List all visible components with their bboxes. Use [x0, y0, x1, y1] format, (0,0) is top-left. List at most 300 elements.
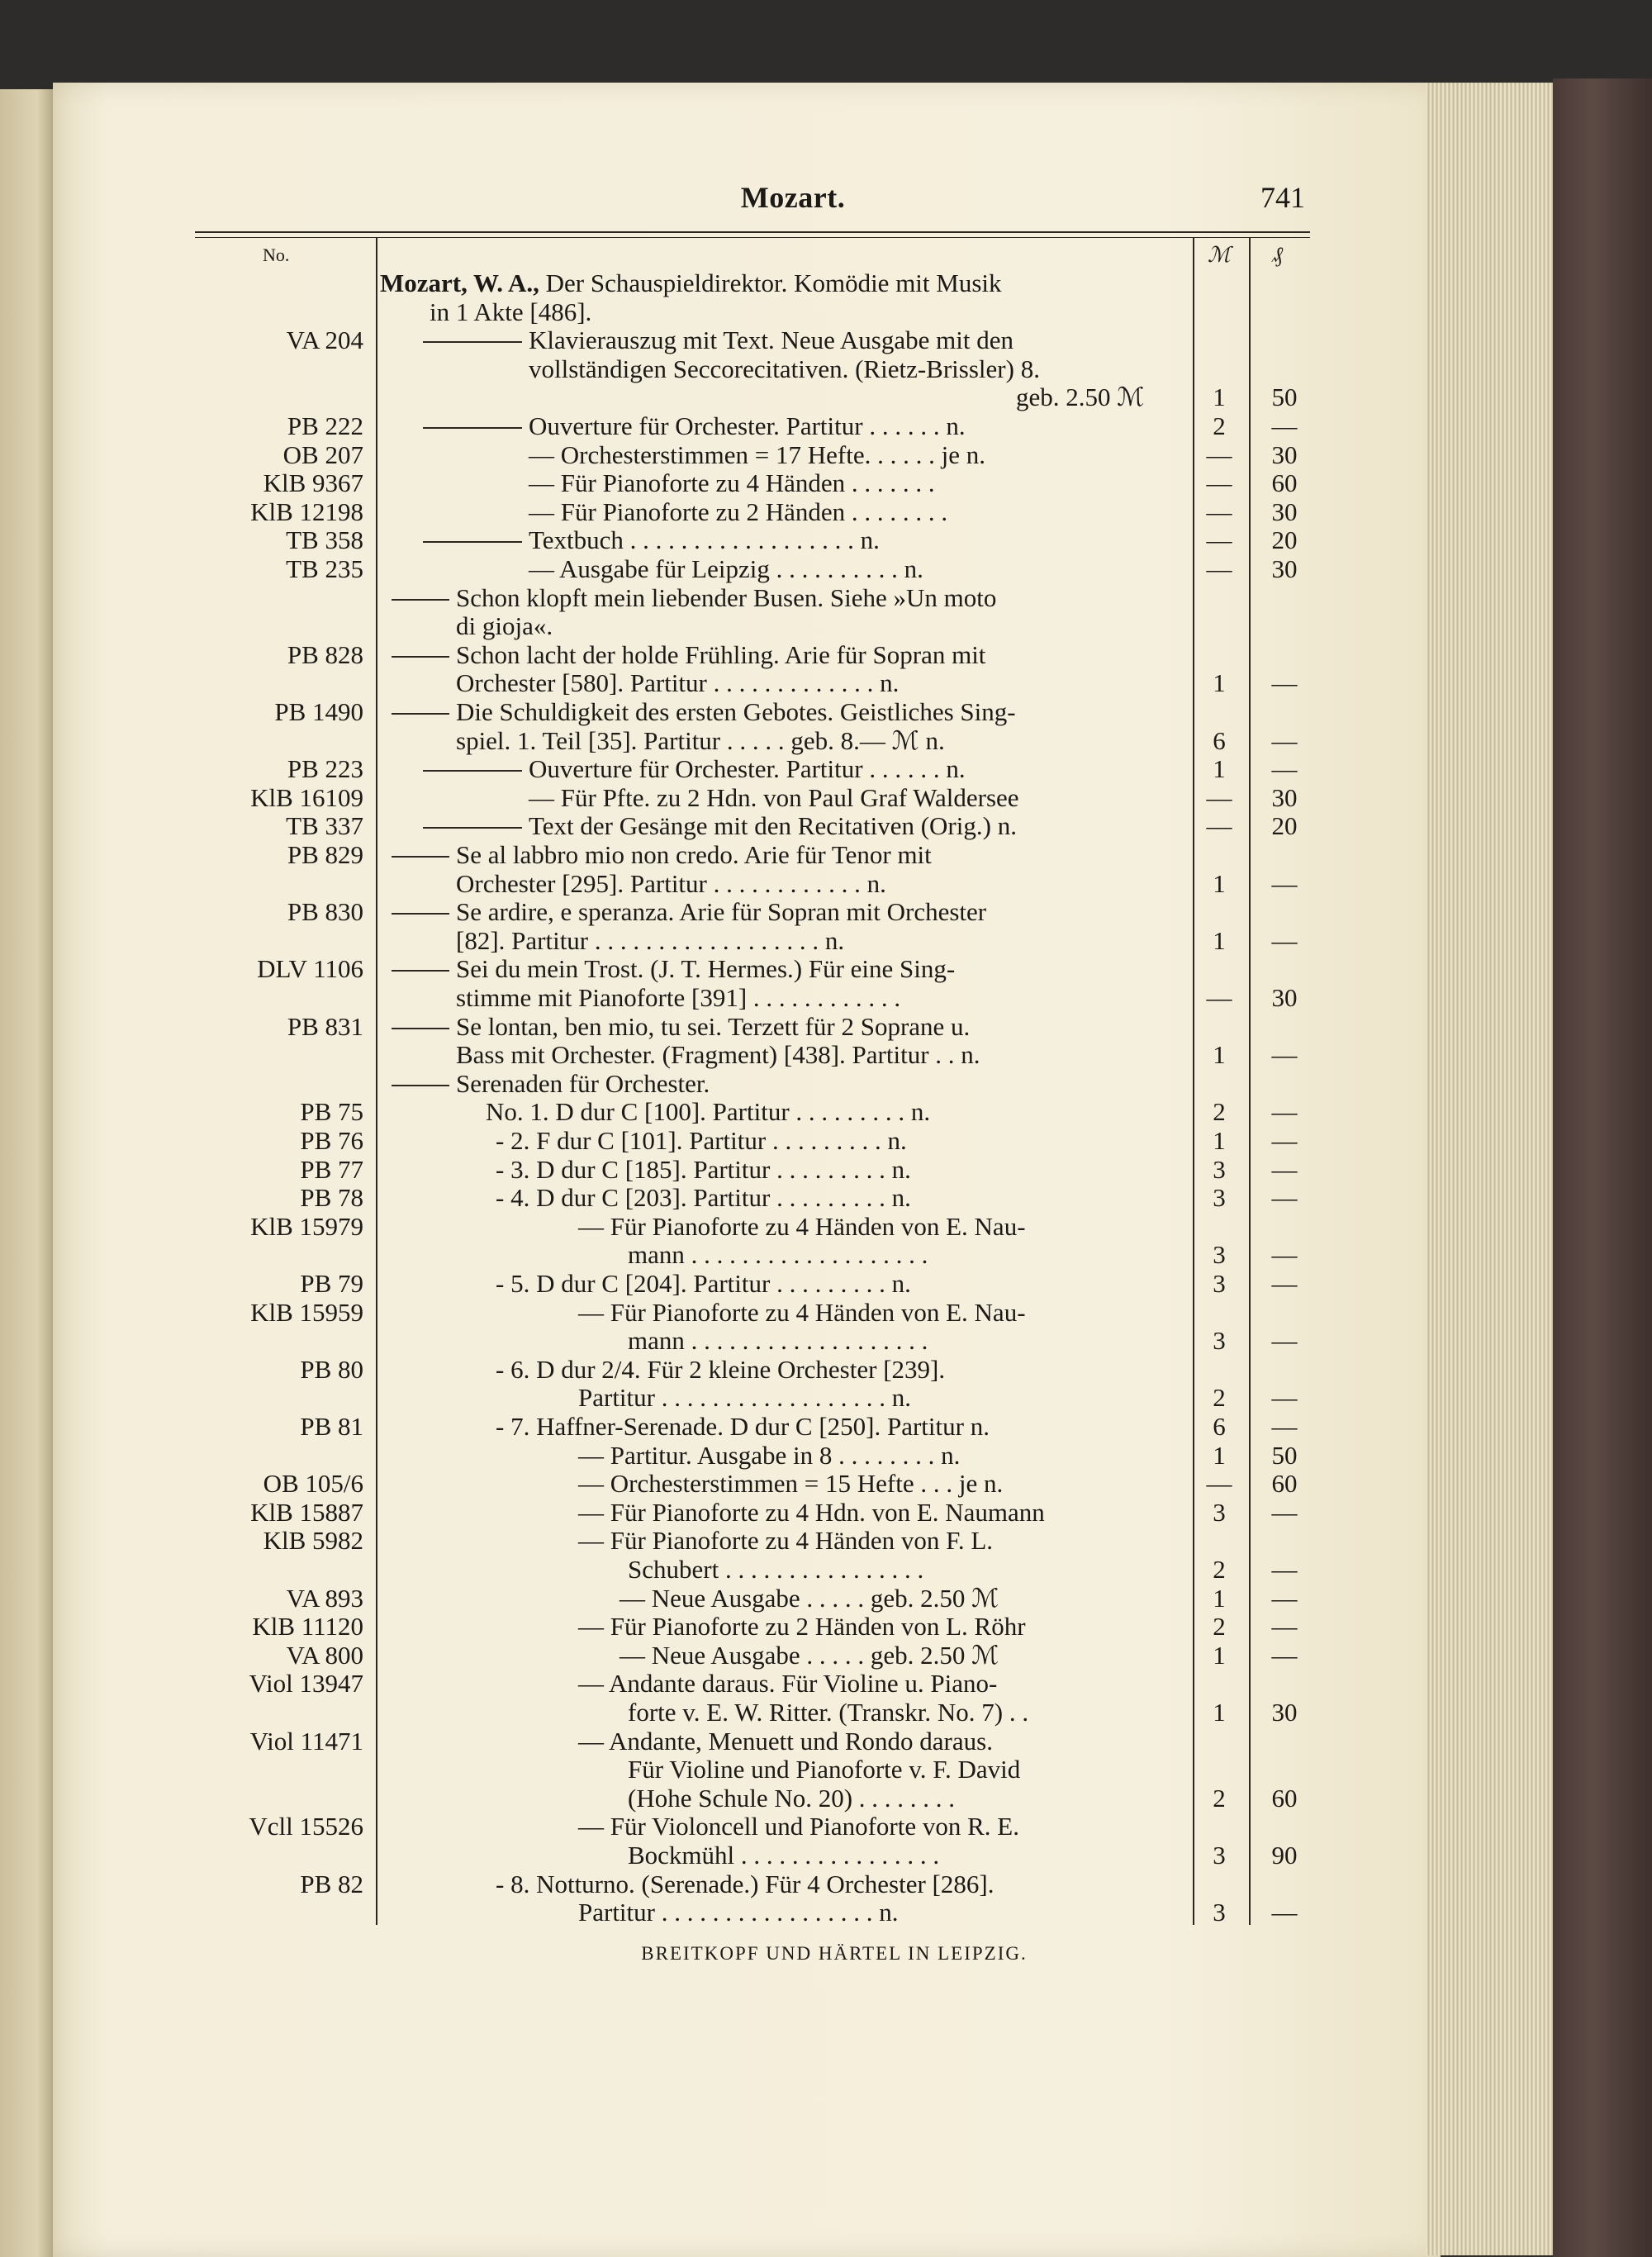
catalog-row [0, 1784, 1322, 1813]
catalog-number: KlB 15887 [250, 1497, 363, 1527]
price-mark: — [1206, 440, 1232, 469]
book-cover-edge [1553, 78, 1652, 2257]
price-pfennig [1256, 1870, 1313, 1898]
price-pfennig [1256, 1670, 1313, 1698]
catalog-number: OB 207 [282, 440, 363, 469]
catalog-row [0, 1299, 1322, 1327]
price-mark: — [1206, 497, 1232, 526]
price-pfennig [1256, 612, 1313, 640]
price-pfennig: — [1271, 925, 1298, 955]
price-pfennig: — [1271, 1383, 1298, 1413]
entry-text: Se lontan, ben mio, tu sei. Terzett für 2 Soprane u. [456, 1011, 971, 1041]
price-pfennig [1256, 1727, 1313, 1756]
catalog-row [0, 1384, 1322, 1412]
column-header-no: No. [263, 245, 290, 265]
entry-text: stimme mit Pianoforte [391] . . . . . . . . . . . . [456, 983, 901, 1012]
price-pfennig: — [1271, 1183, 1298, 1213]
price-pfennig: 20 [1271, 525, 1298, 555]
entry-text: Ouverture für Orchester. Partitur . . . . . . n. [529, 411, 966, 440]
entry-text: [82]. Partitur . . . . . . . . . . . . . . . . . . n. [456, 925, 845, 955]
entry-text: Partitur . . . . . . . . . . . . . . . . . . n. [578, 1383, 911, 1413]
catalog-row [0, 755, 1322, 783]
catalog-row [0, 1613, 1322, 1641]
catalog-number: PB 828 [287, 639, 363, 669]
price-mark: 6 [1213, 1412, 1226, 1441]
price-mark: 1 [1213, 754, 1226, 784]
catalog-row [0, 1813, 1322, 1841]
price-mark [1194, 584, 1244, 612]
price-pfennig [1256, 898, 1313, 926]
price-mark [1194, 955, 1244, 983]
catalog-row [0, 1184, 1322, 1212]
price-mark [1194, 1670, 1244, 1698]
column-header-mark: ℳ [1208, 243, 1231, 267]
catalog-number [124, 1556, 363, 1584]
catalog-number: Vcll 15526 [249, 1812, 363, 1841]
entry-text: — Neue Ausgabe . . . . . geb. 2.50 ℳ [620, 1583, 999, 1613]
price-mark: 2 [1213, 1383, 1226, 1413]
entry-text: — Für Pianoforte zu 4 Händen von F. L. [578, 1526, 994, 1556]
ditto-dash [423, 541, 522, 543]
price-pfennig: 30 [1271, 554, 1298, 583]
ditto-dash [392, 599, 449, 601]
catalog-row [0, 1356, 1322, 1384]
price-pfennig: — [1271, 668, 1298, 698]
price-mark [1194, 898, 1244, 926]
price-pfennig: 60 [1271, 1783, 1298, 1813]
catalog-row [0, 584, 1322, 612]
entry-text: vollständigen Seccorecitativen. (Rietz-Brissler) 8. [529, 354, 1040, 383]
catalog-number: KlB 16109 [250, 782, 363, 812]
catalog-row [0, 355, 1322, 383]
catalog-number: TB 337 [286, 811, 363, 841]
catalog-row [0, 1527, 1322, 1555]
header-rule-top [195, 231, 1310, 233]
price-pfennig: — [1271, 1640, 1298, 1670]
price-mark: 2 [1213, 1555, 1226, 1584]
entry-text: di gioja«. [456, 611, 553, 641]
catalog-number: TB 235 [286, 554, 363, 583]
price-pfennig [1256, 326, 1313, 354]
catalog-row [0, 1470, 1322, 1498]
entry-text: - 4. D dur C [203]. Partitur . . . . . . . . . n. [496, 1183, 911, 1213]
catalog-row [0, 1727, 1322, 1756]
catalog-number: PB 1490 [274, 697, 363, 726]
entry-text: - 2. F dur C [101]. Partitur . . . . . . . . . n. [496, 1126, 907, 1155]
price-pfennig: — [1271, 754, 1298, 784]
catalog-row [0, 555, 1322, 583]
catalog-number: PB 80 [300, 1354, 363, 1384]
header-rule-bottom [195, 237, 1310, 238]
catalog-number: KlB 5982 [263, 1526, 363, 1556]
catalog-number: PB 79 [300, 1269, 363, 1298]
price-mark: 1 [1213, 1040, 1226, 1070]
price-pfennig: — [1271, 1154, 1298, 1184]
price-pfennig [1256, 1070, 1313, 1098]
price-pfennig [1256, 1813, 1313, 1841]
price-pfennig: — [1271, 868, 1298, 898]
price-pfennig [1256, 269, 1313, 297]
catalog-number [124, 1041, 363, 1069]
price-pfennig [1256, 355, 1313, 383]
catalog-row [0, 927, 1322, 955]
price-pfennig: — [1271, 1412, 1298, 1441]
price-pfennig: 50 [1271, 383, 1298, 412]
price-mark: 2 [1213, 411, 1226, 440]
catalog-row [0, 641, 1322, 669]
price-pfennig: 30 [1271, 782, 1298, 812]
catalog-number [124, 669, 363, 697]
price-mark [1194, 698, 1244, 726]
price-mark: 3 [1213, 1154, 1226, 1184]
price-mark: — [1206, 782, 1232, 812]
price-mark [1194, 1013, 1244, 1041]
price-pfennig: 30 [1271, 440, 1298, 469]
catalog-row [0, 870, 1322, 898]
price-mark [1194, 298, 1244, 326]
price-mark: 1 [1213, 1126, 1226, 1155]
entry-text: — Neue Ausgabe . . . . . geb. 2.50 ℳ [620, 1640, 999, 1670]
ditto-dash [423, 770, 522, 772]
catalog-number: Viol 13947 [249, 1669, 363, 1699]
price-pfennig [1256, 1013, 1313, 1041]
price-pfennig: — [1271, 1583, 1298, 1613]
entry-text: — Für Pianoforte zu 2 Händen von L. Röhr [578, 1612, 1026, 1642]
price-mark: — [1206, 1469, 1232, 1499]
entry-text: Sei du mein Trost. (J. T. Hermes.) Für eine Sing- [456, 954, 956, 984]
price-pfennig [1256, 841, 1313, 869]
catalog-row [0, 1699, 1322, 1727]
catalog-row [0, 612, 1322, 640]
price-mark [1194, 1356, 1244, 1384]
price-mark: 3 [1213, 1898, 1226, 1927]
price-pfennig [1256, 698, 1313, 726]
catalog-number: KlB 11120 [252, 1612, 363, 1642]
catalog-number [124, 298, 363, 326]
catalog-row [0, 526, 1322, 554]
catalog-number: KlB 9367 [263, 468, 363, 498]
column-header-pfennig: ₰ [1272, 243, 1283, 267]
price-pfennig [1256, 641, 1313, 669]
catalog-number [124, 1841, 363, 1870]
entry-text: Ouverture für Orchester. Partitur . . . . . . n. [529, 754, 966, 784]
catalog-number [124, 927, 363, 955]
catalog-row [0, 1756, 1322, 1784]
entry-text: — Für Pianoforte zu 4 Händen . . . . . . . [529, 468, 935, 498]
catalog-row [0, 1213, 1322, 1241]
entry-text: - 7. Haffner-Serenade. D dur C [250]. Partitur n. [496, 1412, 990, 1441]
entry-text: — Andante daraus. Für Violine u. Piano- [578, 1669, 998, 1699]
ditto-dash [423, 427, 522, 429]
entry-text: Textbuch . . . . . . . . . . . . . . . . . . n. [529, 525, 880, 555]
catalog-number [124, 727, 363, 755]
entry-text: forte v. E. W. Ritter. (Transkr. No. 7) . . [628, 1698, 1029, 1727]
price-pfennig [1256, 1356, 1313, 1384]
entry-text: — Für Violoncell und Pianoforte von R. E. [578, 1812, 1019, 1841]
price-pfennig [1256, 1756, 1313, 1784]
price-mark [1194, 841, 1244, 869]
ditto-dash [392, 913, 449, 915]
catalog-number [124, 584, 363, 612]
catalog-row [0, 1585, 1322, 1613]
ditto-dash [392, 856, 449, 858]
entry-text: Bass mit Orchester. (Fragment) [438]. Partitur . . n. [456, 1040, 980, 1070]
ditto-dash [392, 656, 449, 658]
price-mark [1194, 1870, 1244, 1898]
page-edges [1426, 83, 1566, 2255]
catalog-row [0, 383, 1322, 411]
catalog-number: PB 81 [300, 1412, 363, 1441]
entry-text: Schon lacht der holde Frühling. Arie für Sopran mit [456, 639, 986, 669]
price-mark [1194, 1070, 1244, 1098]
price-mark: 2 [1213, 1783, 1226, 1813]
catalog-row [0, 898, 1322, 926]
catalog-number: PB 75 [300, 1097, 363, 1127]
catalog-number [124, 1384, 363, 1412]
entry-text: Orchester [295]. Partitur . . . . . . . . . . . . n. [456, 868, 886, 898]
ditto-dash [392, 970, 449, 972]
entry-text: Serenaden für Orchester. [456, 1068, 710, 1098]
entry-text: (Hohe Schule No. 20) . . . . . . . . [628, 1783, 956, 1813]
price-pfennig: — [1271, 1612, 1298, 1642]
entry-text: Partitur . . . . . . . . . . . . . . . . . n. [578, 1898, 899, 1927]
price-pfennig: 60 [1271, 1469, 1298, 1499]
entry-text: Se ardire, e speranza. Arie für Sopran mit Orchester [456, 897, 987, 927]
catalog-row [0, 1127, 1322, 1155]
catalog-number [124, 355, 363, 383]
catalog-number [124, 984, 363, 1012]
entry-text: Orchester [580]. Partitur . . . . . . . . . . . . . n. [456, 668, 900, 698]
entry-text: Die Schuldigkeit des ersten Gebotes. Geistliches Sing- [456, 697, 1016, 726]
entry-text: — Andante, Menuett und Rondo daraus. [578, 1726, 993, 1756]
price-mark: — [1206, 468, 1232, 498]
catalog-number [124, 612, 363, 640]
ditto-dash [392, 1085, 449, 1086]
price-pfennig [1256, 584, 1313, 612]
price-pfennig: 90 [1271, 1841, 1298, 1870]
catalog-row [0, 841, 1322, 869]
price-pfennig: — [1271, 1497, 1298, 1527]
entry-text: mann . . . . . . . . . . . . . . . . . . . [628, 1326, 928, 1356]
entry-text: — Für Pianoforte zu 4 Hdn. von E. Naumann [578, 1497, 1045, 1527]
catalog-number: Viol 11471 [249, 1726, 363, 1756]
price-mark [1194, 1527, 1244, 1555]
entry-text: Se al labbro mio non credo. Arie für Tenor mit [456, 840, 932, 869]
catalog-number: VA 800 [286, 1640, 363, 1670]
catalog-row [0, 784, 1322, 812]
price-mark: — [1206, 811, 1232, 841]
catalog-row [0, 698, 1322, 726]
entry-text: — Für Pianoforte zu 4 Händen von E. Nau- [578, 1297, 1026, 1327]
entry-text: - 5. D dur C [204]. Partitur . . . . . . . . . n. [496, 1269, 911, 1298]
ditto-dash [423, 341, 522, 343]
price-mark [1194, 326, 1244, 354]
price-pfennig: — [1271, 411, 1298, 440]
entry-text: — Für Pianoforte zu 4 Händen von E. Nau- [578, 1211, 1026, 1241]
catalog-row [0, 1898, 1322, 1927]
catalog-row [0, 1156, 1322, 1184]
catalog-number [124, 1070, 363, 1098]
entry-text: in 1 Akte [486]. [430, 297, 592, 326]
price-pfennig: — [1271, 1898, 1298, 1927]
catalog-number: VA 893 [286, 1583, 363, 1613]
catalog-row [0, 326, 1322, 354]
price-mark: 1 [1213, 925, 1226, 955]
price-mark: 6 [1213, 725, 1226, 755]
price-pfennig: 30 [1271, 1698, 1298, 1727]
price-pfennig: — [1271, 1040, 1298, 1070]
catalog-row [0, 669, 1322, 697]
catalog-number: DLV 1106 [257, 954, 363, 984]
catalog-number [124, 269, 363, 297]
catalog-row [0, 498, 1322, 526]
price-pfennig: 20 [1271, 811, 1298, 841]
catalog-row [0, 812, 1322, 840]
price-mark: 3 [1213, 1497, 1226, 1527]
catalog-number [124, 1756, 363, 1784]
entry-text: No. 1. D dur C [100]. Partitur . . . . . . . . . n. [486, 1097, 931, 1127]
ditto-dash [392, 1028, 449, 1029]
catalog-number: PB 831 [287, 1011, 363, 1041]
price-mark: 1 [1213, 1698, 1226, 1727]
price-pfennig: 60 [1271, 468, 1298, 498]
catalog-row [0, 1098, 1322, 1126]
price-mark: 1 [1213, 383, 1226, 412]
price-mark: 3 [1213, 1183, 1226, 1213]
catalog-number: PB 77 [300, 1154, 363, 1184]
catalog-number: PB 76 [300, 1126, 363, 1155]
entry-text: - 8. Notturno. (Serenade.) Für 4 Orchester [286]. [496, 1869, 995, 1898]
price-pfennig: 30 [1271, 497, 1298, 526]
catalog-number: VA 204 [286, 325, 363, 355]
catalog-row [0, 469, 1322, 497]
catalog-number: KlB 15979 [250, 1211, 363, 1241]
catalog-row [0, 1327, 1322, 1355]
catalog-number: PB 223 [287, 754, 363, 784]
entry-text: mann . . . . . . . . . . . . . . . . . . . [628, 1240, 928, 1270]
price-mark [1194, 355, 1244, 383]
catalog-row [0, 1013, 1322, 1041]
catalog-row [0, 1270, 1322, 1298]
catalog-row [0, 269, 1322, 297]
price-mark: — [1206, 525, 1232, 555]
catalog-row [0, 1413, 1322, 1441]
price-mark [1194, 1813, 1244, 1841]
entry-text: Bockmühl . . . . . . . . . . . . . . . . [628, 1841, 940, 1870]
entry-text: — Partitur. Ausgabe in 8 . . . . . . . . n. [578, 1440, 961, 1470]
catalog-number: KlB 12198 [250, 497, 363, 526]
price-mark [1194, 1213, 1244, 1241]
catalog-row [0, 298, 1322, 326]
catalog-row [0, 412, 1322, 440]
price-pfennig: — [1271, 725, 1298, 755]
price-pfennig: — [1271, 1269, 1298, 1298]
entry-text: — Für Pianoforte zu 2 Händen . . . . . . . . [529, 497, 948, 526]
catalog-row [0, 1070, 1322, 1098]
price-mark: 3 [1213, 1269, 1226, 1298]
price-pfennig [1256, 955, 1313, 983]
catalog-row [0, 1556, 1322, 1584]
price-pfennig: — [1271, 1240, 1298, 1270]
entry-text: — Orchesterstimmen = 17 Hefte. . . . . . je n. [529, 440, 985, 469]
price-pfennig [1256, 1527, 1313, 1555]
entry-text: — Orchesterstimmen = 15 Hefte . . . je n. [578, 1469, 1004, 1499]
catalog-number [124, 1241, 363, 1269]
ditto-dash [423, 827, 522, 829]
price-mark [1194, 1756, 1244, 1784]
price-mark: 1 [1213, 1583, 1226, 1613]
price-mark: 1 [1213, 668, 1226, 698]
catalog-number: OB 105/6 [263, 1469, 363, 1499]
catalog-row [0, 1642, 1322, 1670]
price-pfennig: 30 [1271, 983, 1298, 1012]
entry-text: geb. 2.50 ℳ [1016, 383, 1145, 412]
catalog-number: KlB 15959 [250, 1297, 363, 1327]
publisher-footer: BREITKOPF UND HÄRTEL IN LEIPZIG. [641, 1943, 1028, 1964]
price-pfennig: — [1271, 1326, 1298, 1356]
price-mark: — [1206, 554, 1232, 583]
price-mark: — [1206, 983, 1232, 1012]
entry-text: Mozart, W. A., Der Schauspieldirektor. Komödie mit Musik [380, 268, 1002, 297]
catalog-number [124, 870, 363, 898]
price-pfennig: — [1271, 1126, 1298, 1155]
catalog-number [124, 1327, 363, 1355]
price-mark: 3 [1213, 1841, 1226, 1870]
price-mark [1194, 612, 1244, 640]
catalog-number [124, 1699, 363, 1727]
price-mark: 2 [1213, 1097, 1226, 1127]
catalog-number: PB 222 [287, 411, 363, 440]
catalog-row [0, 955, 1322, 983]
entry-text: Schon klopft mein liebender Busen. Siehe »Un moto [456, 582, 997, 612]
entry-text: — Für Pfte. zu 2 Hdn. von Paul Graf Waldersee [529, 782, 1019, 812]
price-pfennig: — [1271, 1097, 1298, 1127]
catalog-number: PB 830 [287, 897, 363, 927]
price-mark: 1 [1213, 1440, 1226, 1470]
entry-text: - 6. D dur 2/4. Für 2 kleine Orchester [239]. [496, 1354, 946, 1384]
price-pfennig: — [1271, 1555, 1298, 1584]
price-mark [1194, 269, 1244, 297]
catalog-number [124, 383, 363, 411]
catalog-row [0, 1442, 1322, 1470]
price-mark [1194, 641, 1244, 669]
price-mark: 3 [1213, 1326, 1226, 1356]
price-pfennig [1256, 1213, 1313, 1241]
entry-text: Klavierauszug mit Text. Neue Ausgabe mit den [529, 325, 1014, 355]
price-mark [1194, 1727, 1244, 1756]
entry-text: Text der Gesänge mit den Recitativen (Orig.) n. [529, 811, 1017, 841]
catalog-row [0, 1670, 1322, 1698]
catalog-number: PB 78 [300, 1183, 363, 1213]
price-mark [1194, 1299, 1244, 1327]
catalog-number [124, 1784, 363, 1813]
catalog-row [0, 1041, 1322, 1069]
catalog-row [0, 1870, 1322, 1898]
catalog-number: TB 358 [286, 525, 363, 555]
catalog-row [0, 1499, 1322, 1527]
catalog-row [0, 1841, 1322, 1870]
entry-text: Für Violine und Pianoforte v. F. David [628, 1755, 1021, 1784]
price-pfennig [1256, 298, 1313, 326]
entry-text: Schubert . . . . . . . . . . . . . . . . [628, 1555, 924, 1584]
price-mark: 2 [1213, 1612, 1226, 1642]
catalog-number [124, 1442, 363, 1470]
entry-text: — Ausgabe für Leipzig . . . . . . . . . . n. [529, 554, 923, 583]
catalog-row [0, 984, 1322, 1012]
catalog-number [124, 1898, 363, 1927]
price-mark: 3 [1213, 1240, 1226, 1270]
catalog-number: PB 829 [287, 840, 363, 869]
